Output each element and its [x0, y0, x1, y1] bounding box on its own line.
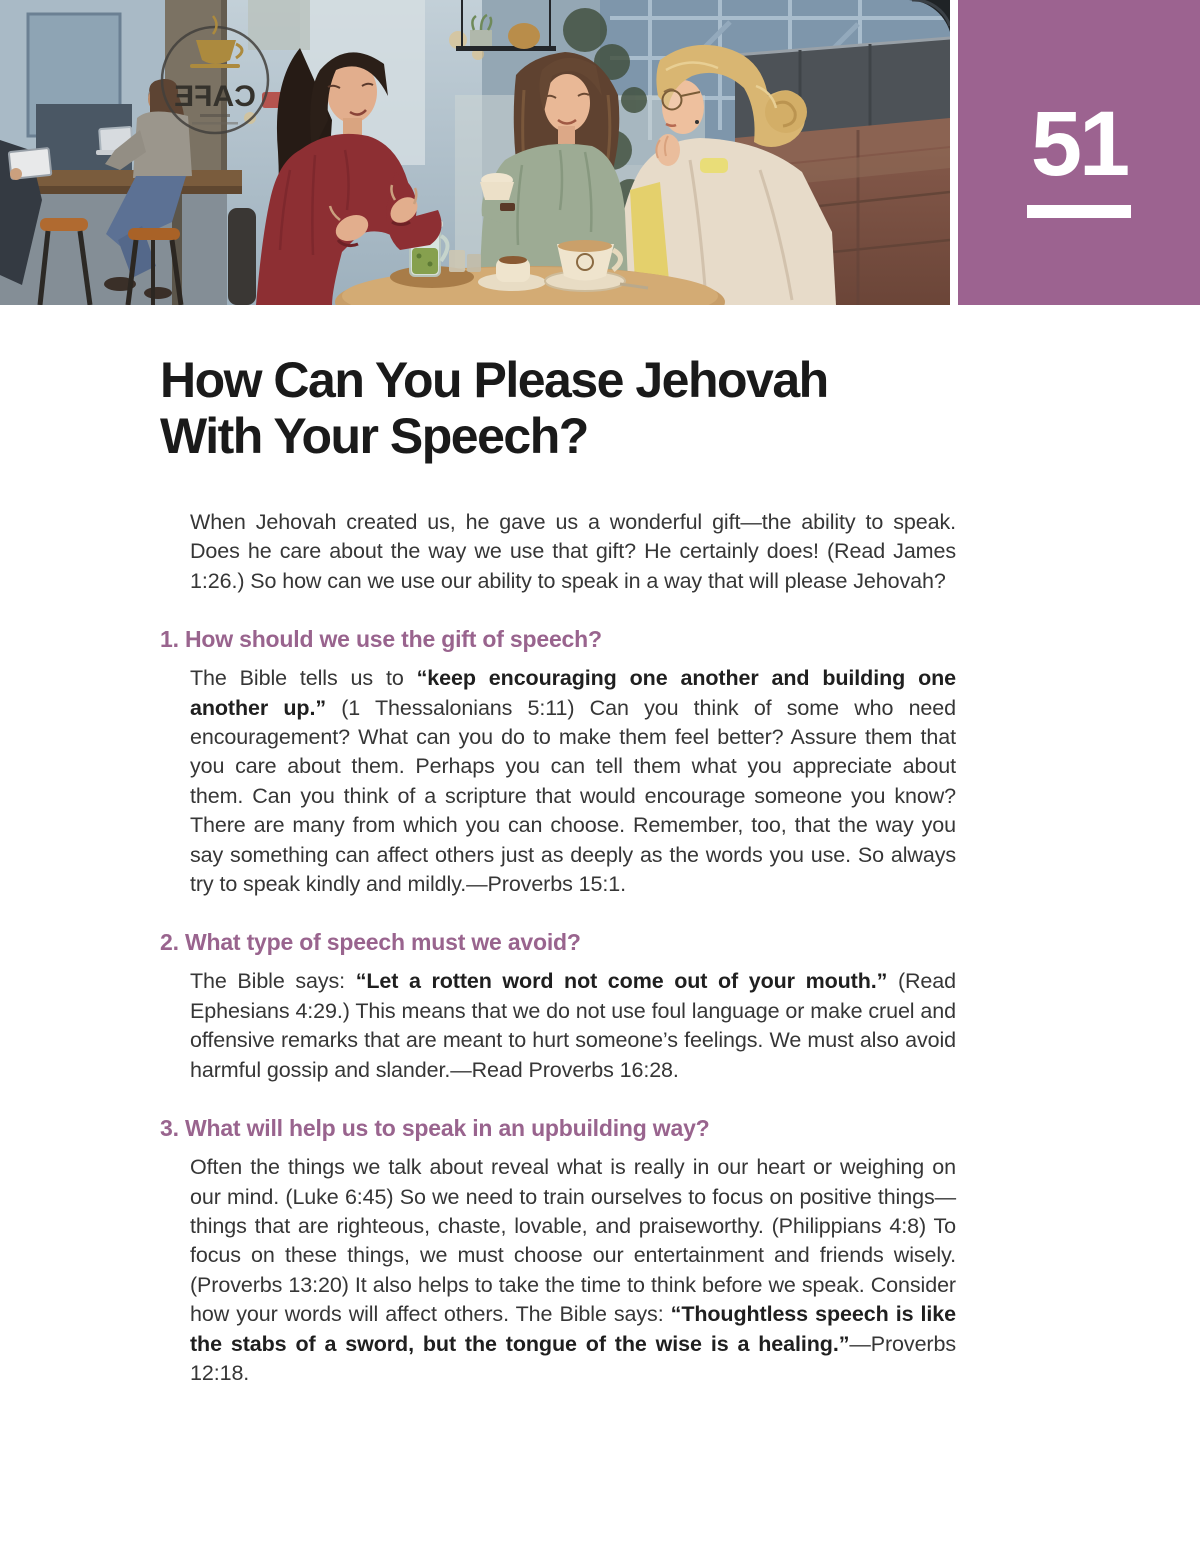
- cafe-logo-text: CAFE: [174, 80, 256, 113]
- study-paragraph: [190, 1153, 956, 1388]
- study-paragraph: [190, 664, 956, 899]
- paragraph-text: (1 Thessalonians 5:11) Can you think of some who need encouragement? What can you do to make them feel better? Assure them that you care about them. Perhaps you can tell them what you appreciate about them. Can you think of a scripture that would encourage someone you know? There are many from which you can choose. Remember, too, that the way you say something can affect others just as deeply as the words you use. So always try to speak kindly and mildly.—Proverbs 15:1.: [190, 695, 956, 897]
- paragraph-text: The Bible tells us to: [190, 666, 417, 691]
- study-paragraph: [190, 967, 956, 1085]
- body-column: [160, 508, 957, 1388]
- question-heading: 3. What will help us to speak in an upbuilding way?: [160, 1115, 710, 1142]
- scripture-quote-bold: “Thoughtless speech is like the stabs of a sword, but the tongue of the wise is a healing.”: [190, 1302, 956, 1356]
- lesson-content: [0, 305, 1200, 1388]
- title-line-1: How Can You Please Jehovah: [160, 352, 828, 408]
- intro-paragraph: When Jehovah created us, he gave us a wonderful gift—the ability to speak. Does he care about the way we use that gift? He certainly does! (Read James 1:26.) So how can we use our ability to speak in a way that will please Jehovah?: [190, 510, 956, 593]
- lesson-number-underline: [1027, 205, 1131, 218]
- title-line-2: With Your Speech?: [160, 408, 588, 464]
- paragraph-text: —Proverbs 12:18.: [190, 1331, 956, 1385]
- cafe-photo: [0, 0, 950, 305]
- question-heading: 2. What type of speech must we avoid?: [160, 929, 581, 956]
- cafe-photo-illustration: [0, 0, 950, 305]
- question-heading: 1. How should we use the gift of speech?: [160, 626, 602, 653]
- paragraph-text: The Bible says:: [190, 969, 356, 994]
- paragraph-text: Often the things we talk about reveal what is really in our heart or weighing on our mind. (Luke 6:45) So we need to train ourselves to focus on positive things—things that are righteous, chaste, lovable, and praiseworthy. (Philippians 4:8) To focus on these things, we must choose our entertainment and friends wisely. (Proverbs 13:20) It also helps to take the time to think before we speak. Consider how your words will affect others. The Bible says:: [190, 1155, 956, 1327]
- scripture-quote-bold: “Let a rotten word not come out of your mouth.”: [355, 969, 888, 994]
- lesson-number-badge: [958, 0, 1200, 305]
- lesson-title: [160, 352, 965, 464]
- sections: [160, 626, 957, 1388]
- paragraph-text: (Read Ephesians 4:29.) This means that we do not use foul language or make cruel and offensive remarks that are meant to hurt someone’s feelings. We must also avoid harmful gossip and slander.—Read Proverbs 16:28.: [190, 969, 957, 1082]
- lesson-number: 51: [1030, 92, 1128, 195]
- scripture-quote-bold: “keep encouraging one another and building one another up.”: [190, 666, 956, 720]
- page-header: [0, 0, 1200, 305]
